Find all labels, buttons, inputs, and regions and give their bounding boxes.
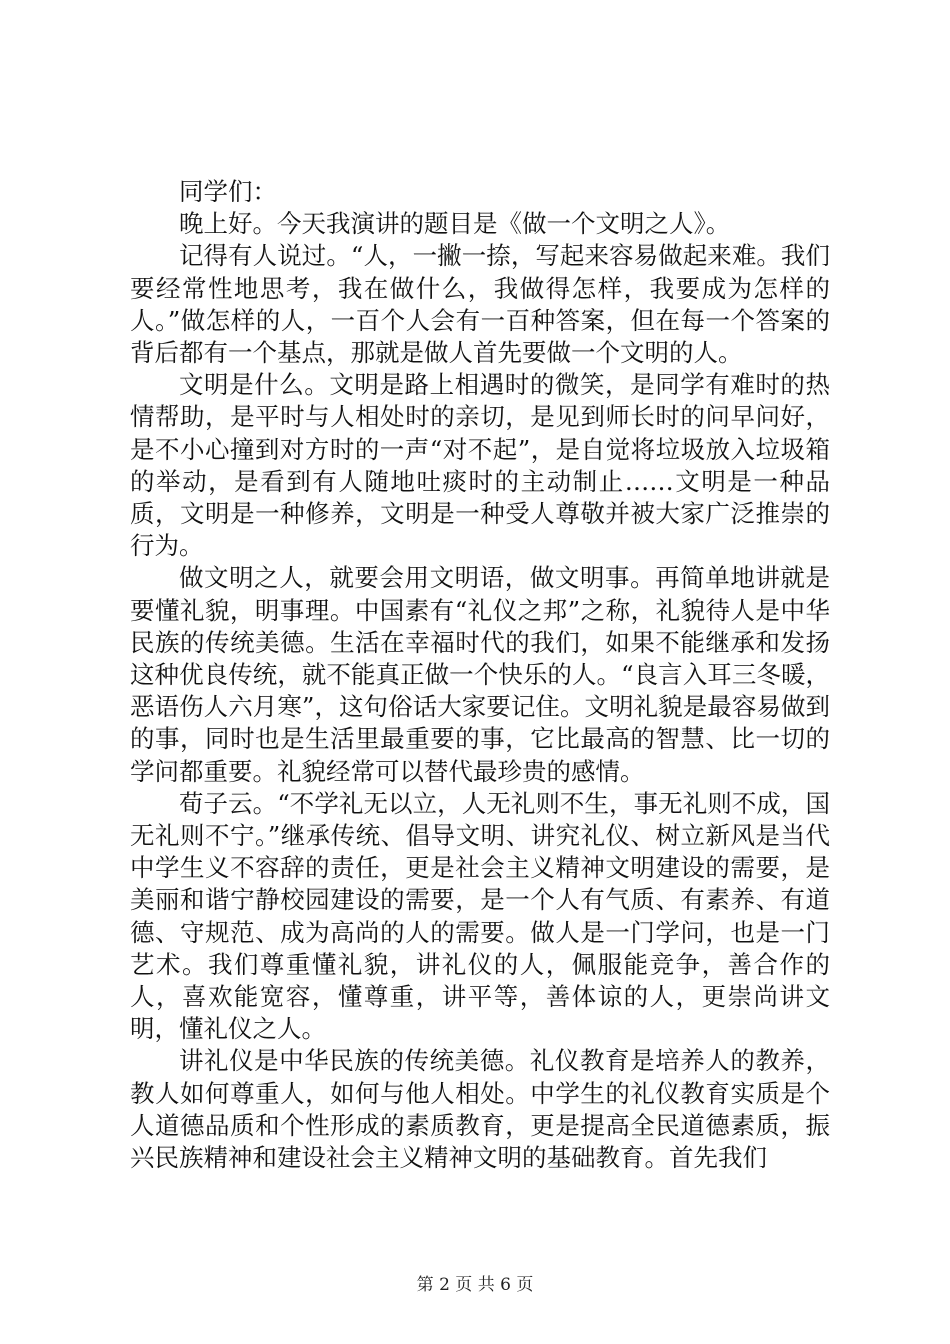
paragraph-intro: 晚上好。今天我演讲的题目是《做一个文明之人》。	[179, 209, 731, 239]
page-footer: 第 2 页 共 6 页	[416, 1275, 534, 1295]
paragraph-what-is-civility: 文明是什么。文明是路上相遇时的微笑，是同学有难时的热情帮助，是平时与人相处时的亲切，是见到师长时的问早问好，是不小心撞到对方时的一声“对不起”，是自觉将垃圾放入垃圾箱的举动，是看到有人随地吐痰时的主动制止……文明是一种品质，文明是一种修养，文明是一种受人尊敬并被大家广泛推崇的行为。	[130, 370, 830, 561]
paragraph-xunzi: 荀子云。“不学礼无以立，人无礼则不生，事无礼则不成，国无礼则不宁。”继承传统、倡导文明、讲究礼仪、树立新风是当代中学生义不容辞的责任，更是社会主义精神文明建设的需要，是美丽和谐宁静校园建设的需要，是一个人有气质、有素养、有道德、守规范、成为高尚的人的需要。做人是一门学问，也是一门艺术。我们尊重懂礼貌，讲礼仪的人，佩服能竞争，善合作的人，喜欢能宽容，懂尊重，讲平等，善体谅的人，更崇尚讲文明，懂礼仪之人。	[130, 788, 830, 1044]
paragraph-quote: 记得有人说过。“人，一撇一捺，写起来容易做起来难。我们要经常性地思考，我在做什么，我做得怎样，我要成为怎样的人。”做怎样的人，一百个人会有一百种答案，但在每一个答案的背后都有一个基点，那就是做人首先要做一个文明的人。	[130, 241, 830, 368]
document-body	[130, 176, 830, 1174]
paragraph-greeting: 同学们：	[179, 177, 277, 206]
paragraph-courtesy: 做文明之人，就要会用文明语，做文明事。再简单地讲就是要懂礼貌，明事理。中国素有“礼仪之邦”之称，礼貌待人是中华民族的传统美德。生活在幸福时代的我们，如果不能继承和发扬这种优良传统，就不能真正做一个快乐的人。“良言入耳三冬暖，恶语伤人六月寒”，这句俗话大家要记住。文明礼貌是最容易做到的事，同时也是生活里最重要的事，它比最高的智慧、比一切的学问都重要。礼貌经常可以替代最珍贵的感情。	[130, 563, 830, 786]
paragraph-etiquette: 讲礼仪是中华民族的传统美德。礼仪教育是培养人的教养，教人如何尊重人，如何与他人相处。中学生的礼仪教育实质是个人道德品质和个性形成的素质教育，更是提高全民道德素质，振兴民族精神和建设社会主义精神文明的基础教育。首先我们	[130, 1046, 830, 1173]
